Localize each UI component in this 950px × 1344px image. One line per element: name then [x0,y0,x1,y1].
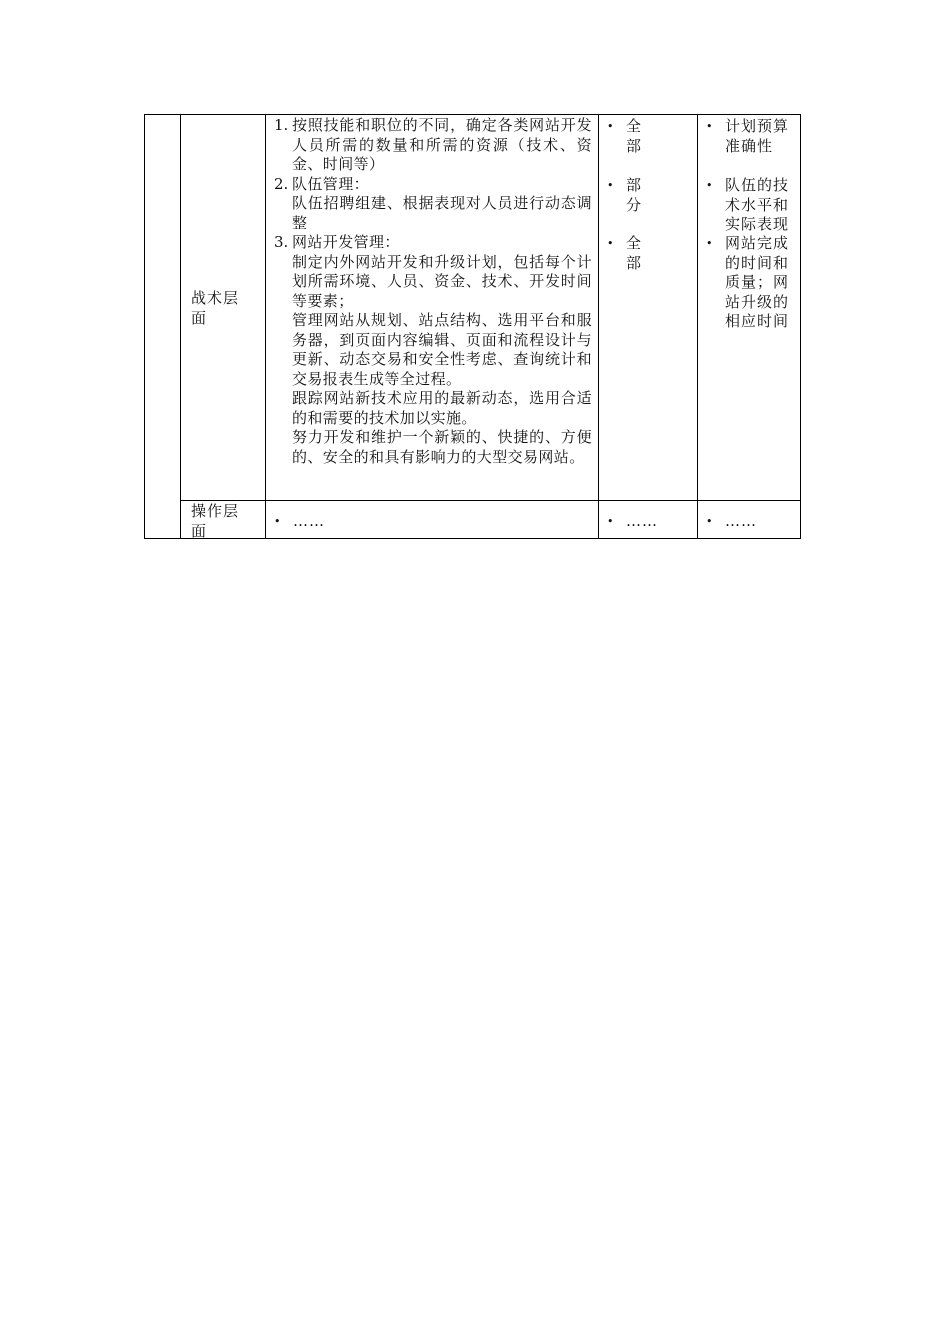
scope-text: 全部 [626,234,643,272]
metric-text: 队伍的技术水平和实际表现 [725,176,790,233]
bullet-icon: • [607,515,614,528]
bullet-icon: • [607,237,614,250]
task-text: 网站开发管理： [292,233,400,251]
scope-cell-tactical [598,114,697,500]
bullet-icon: • [706,237,713,250]
metric-text: 计划预算准确性 [725,117,790,155]
bullet-icon: • [607,179,614,192]
metrics-cell-operational [697,500,801,539]
task-text: …… [293,512,325,530]
task-number: 1. [274,116,289,134]
scope-cell-operational [598,500,697,539]
task-number: 2. [274,174,289,193]
task-text: 队伍管理： [292,174,370,193]
task-item [274,116,592,175]
task-text: 管理网站从规划、站点结构、选用平台和服务器，到页面内容编辑、页面和流程设计与更新、动态交易和安全性考虑、查询统计和交易报表生成等全过程。 [292,311,592,388]
tasks-cell-operational [265,500,598,539]
task-text: 按照技能和职位的不同，确定各类网站开发人员所需的数量和所需的资源（技术、资金、时间等） [292,116,592,173]
task-text: 制定内外网站开发和升级计划，包括每个计划所需环境、人员、资金、技术、开发时间等要素； [292,252,592,310]
level-cell-tactical [180,114,265,500]
tasks-cell-tactical [265,114,598,500]
level-label: 战术层面 [191,289,240,327]
category-cell-empty [144,114,180,539]
level-label: 操作层面 [191,502,240,540]
bullet-icon: • [607,120,614,133]
bullet-icon: • [706,179,713,192]
task-item [274,175,592,234]
task-text: 努力开发和维护一个新颖的、快捷的、方便的、安全的和具有影响力的大型交易网站。 [292,428,592,466]
task-number: 3. [274,233,289,251]
bullet-icon: • [274,515,281,528]
task-text: 跟踪网站新技术应用的最新动态，选用合适的和需要的技术加以实施。 [292,389,592,427]
level-cell-operational [180,500,265,539]
task-list [274,116,592,467]
metric-text: 网站完成的时间和质量；网站升级的相应时间 [725,234,790,330]
bullet-icon: • [706,120,713,133]
bullet-icon: • [706,515,713,528]
metrics-cell-tactical [697,114,801,500]
scope-text: 全部 [626,117,643,155]
management-table [144,114,801,539]
scope-text: …… [626,512,658,530]
task-item [274,233,592,467]
task-text: 队伍招聘组建、根据表现对人员进行动态调整 [292,194,592,232]
scope-text: 部分 [626,176,643,214]
metric-text: …… [725,512,757,530]
